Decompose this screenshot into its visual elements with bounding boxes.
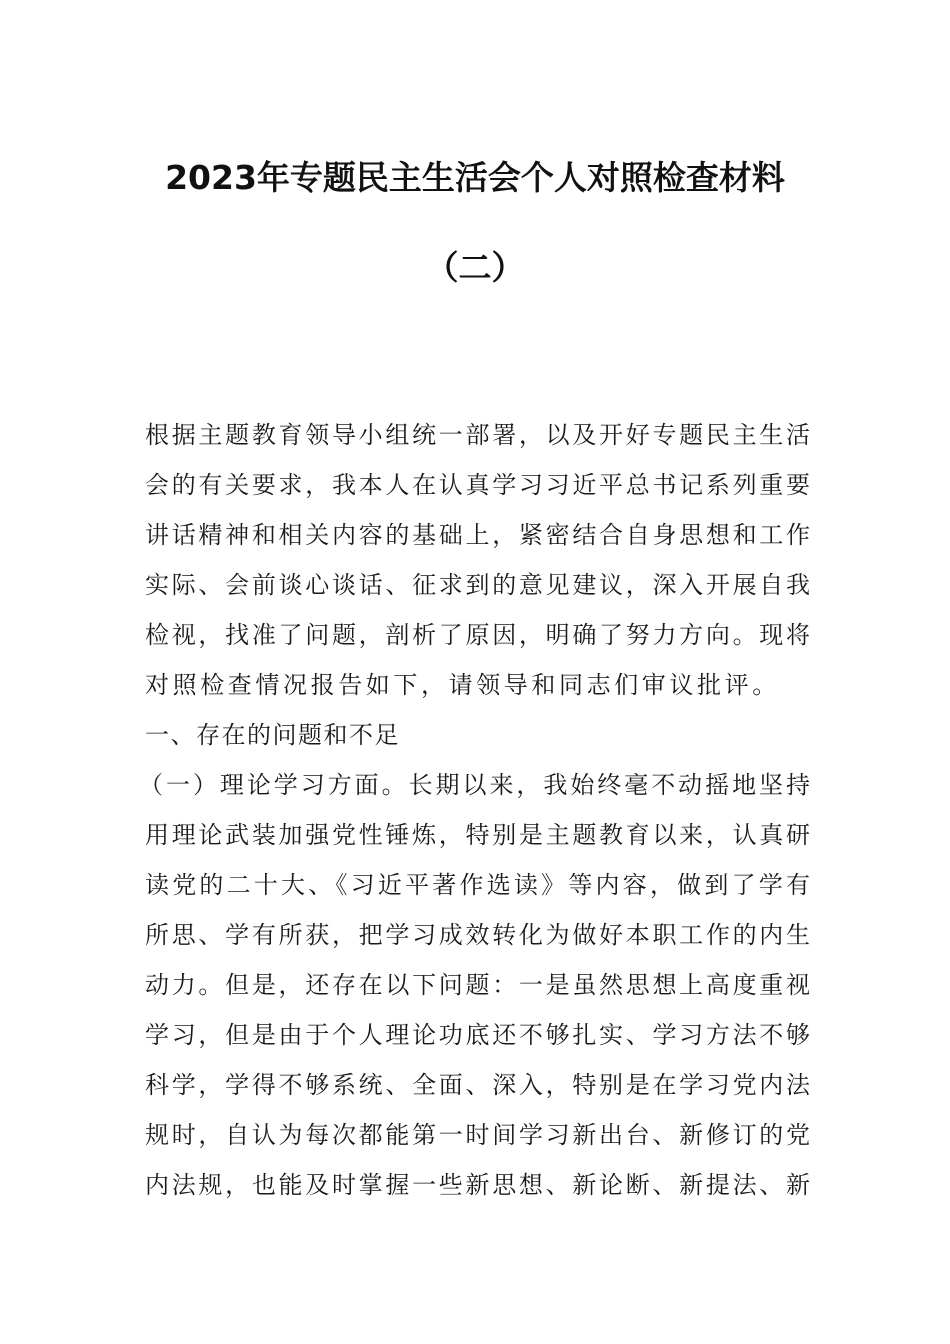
theory-study-paragraph [139, 760, 810, 1210]
text-line: 学习，但是由于个人理论功底还不够扎实、学习方法不够 [145, 1021, 810, 1049]
document-body [139, 410, 810, 1210]
text-line: （一）理论学习方面。长期以来，我始终毫不动摇地坚持 [139, 771, 810, 799]
section-heading-paragraph [145, 710, 810, 760]
text-line: 讲话精神和相关内容的基础上，紧密结合自身思想和工作 [145, 521, 810, 549]
text-line: 实际、会前谈心谈话、征求到的意见建议，深入开展自我 [145, 571, 810, 599]
text-line: 对照检查情况报告如下，请领导和同志们审议批评。 [145, 671, 780, 699]
text-line: 动力。但是，还存在以下问题：一是虽然思想上高度重视 [145, 971, 810, 999]
text-line: 根据主题教育领导小组统一部署，以及开好专题民主生活 [145, 421, 810, 449]
section-heading: 一、存在的问题和不足 [145, 721, 400, 749]
text-line: 科学，学得不够系统、全面、深入，特别是在学习党内法 [145, 1071, 810, 1099]
intro-paragraph [145, 410, 810, 710]
text-line: 会的有关要求，我本人在认真学习习近平总书记系列重要 [145, 471, 810, 499]
text-line: 内法规，也能及时掌握一些新思想、新论断、新提法、新 [145, 1171, 810, 1199]
text-line: 用理论武装加强党性锤炼，特别是主题教育以来，认真研 [145, 821, 810, 849]
document-subtitle: （二） [425, 248, 525, 287]
text-line: 规时，自认为每次都能第一时间学习新出台、新修订的党 [145, 1121, 810, 1149]
document-title: 2023年专题民主生活会个人对照检查材料 [165, 158, 785, 197]
text-line: 读党的二十大、《习近平著作选读》等内容，做到了学有 [145, 871, 810, 899]
text-line: 所思、学有所获，把学习成效转化为做好本职工作的内生 [145, 921, 810, 949]
text-line: 检视，找准了问题，剖析了原因，明确了努力方向。现将 [145, 621, 810, 649]
